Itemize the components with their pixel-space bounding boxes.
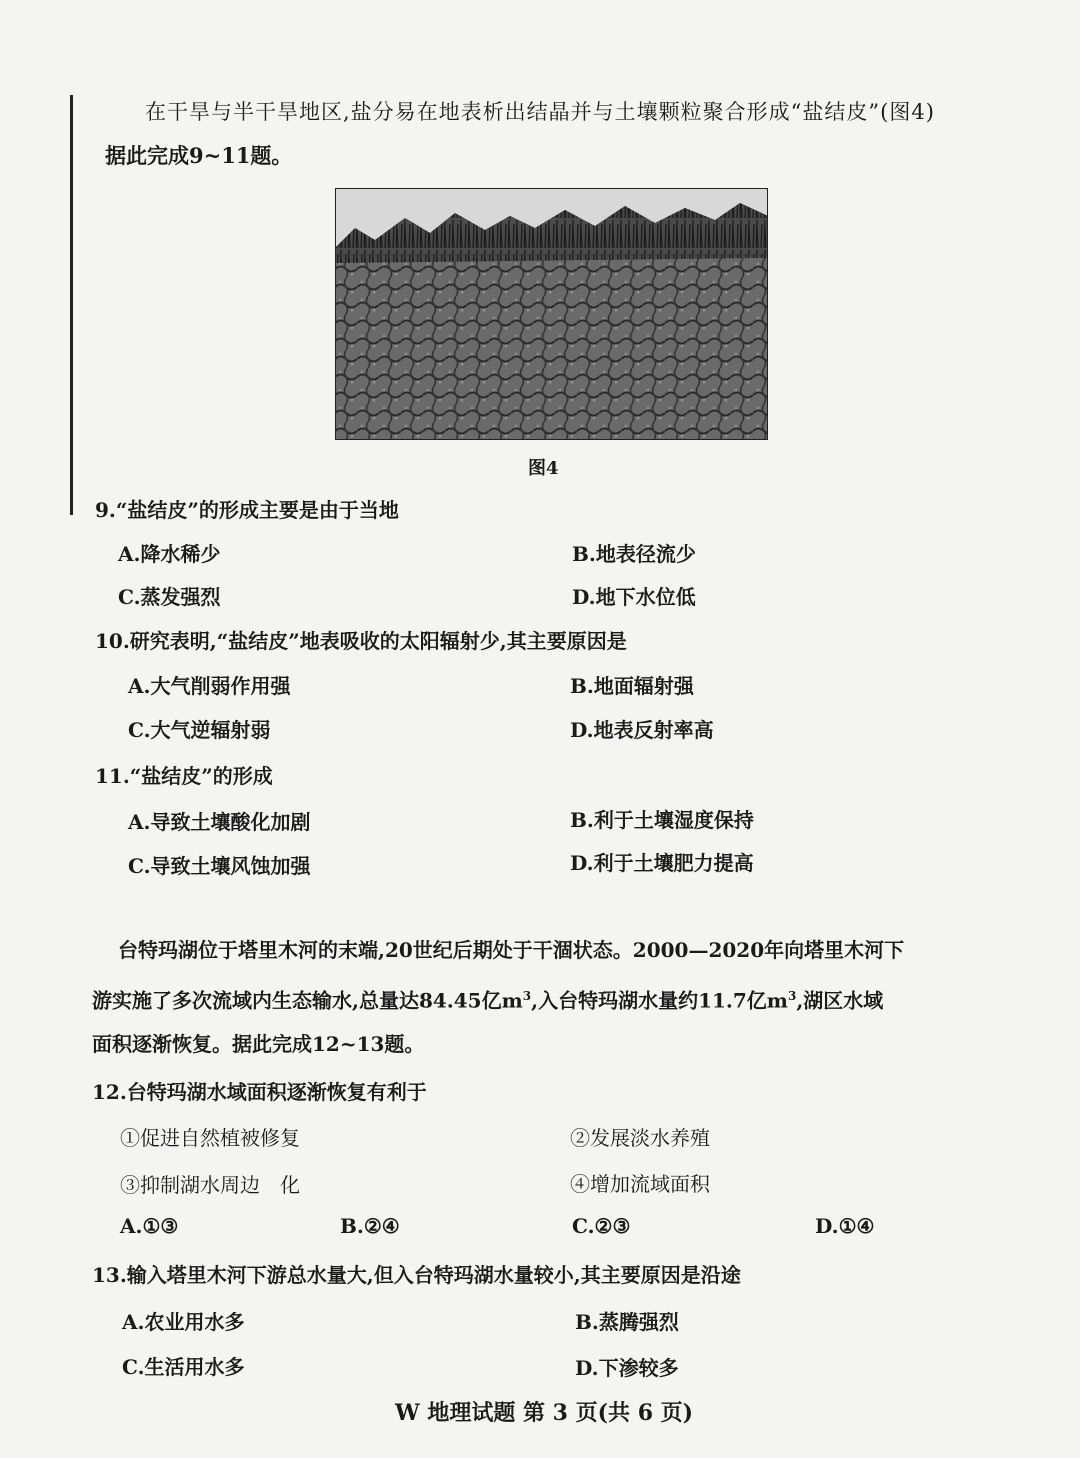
q10-option-b: B.地面辐射强 <box>570 674 694 698</box>
cubic-sup-1: 3 <box>522 989 532 1003</box>
q11-option-b: B.利于土壤湿度保持 <box>570 808 754 832</box>
q12-option-c: C.②③ <box>572 1214 631 1238</box>
intro2-line2-part2: ,入台特玛湖水量约11.7亿m <box>531 988 788 1013</box>
intro2-line2-part3: ,湖区水域 <box>796 988 884 1013</box>
margin-line <box>70 95 73 515</box>
q13-option-b: B.蒸腾强烈 <box>575 1310 679 1334</box>
q10-option-d: D.地表反射率高 <box>570 718 714 742</box>
intro1-line1: 在干旱与半干旱地区,盐分易在地表析出结晶并与土壤颗粒聚合形成“盐结皮”(图4) <box>145 100 935 124</box>
intro1-line2: 据此完成9~11题。 <box>105 143 293 168</box>
intro2-line3: 面积逐渐恢复。据此完成12~13题。 <box>92 1032 425 1056</box>
q13-option-d: D.下渗较多 <box>575 1356 679 1380</box>
q9-option-c: C.蒸发强烈 <box>118 585 221 609</box>
q10-option-c: C.大气逆辐射弱 <box>128 718 271 742</box>
q12-statement-2: ②发展淡水养殖 <box>570 1126 710 1150</box>
q10-option-a: A.大气削弱作用强 <box>128 674 291 698</box>
salt-crust-photo-svg <box>335 188 768 440</box>
q13-stem: 13.输入塔里木河下游总水量大,但入台特玛湖水量较小,其主要原因是沿途 <box>92 1263 741 1287</box>
q12-option-b: B.②④ <box>340 1214 400 1238</box>
q11-option-c: C.导致土壤风蚀加强 <box>128 854 311 878</box>
q9-option-b: B.地表径流少 <box>572 542 696 566</box>
salt-crust-photo <box>335 188 768 440</box>
q13-option-c: C.生活用水多 <box>122 1355 245 1379</box>
q9-option-a: A.降水稀少 <box>118 542 221 566</box>
cubic-sup-2: 3 <box>787 989 797 1003</box>
intro2-line2 <box>92 982 883 1015</box>
page-footer: W 地理试题 第 3 页(共 6 页) <box>395 1400 694 1426</box>
q12-stem: 12.台特玛湖水域面积逐渐恢复有利于 <box>92 1080 427 1104</box>
q13-option-a: A.农业用水多 <box>122 1310 245 1334</box>
q9-stem: 9.“盐结皮”的形成主要是由于当地 <box>95 498 399 522</box>
q12-option-d: D.①④ <box>815 1214 875 1238</box>
figure-caption: 图4 <box>528 458 559 479</box>
intro2-line1: 台特玛湖位于塔里木河的末端,20世纪后期处于干涸状态。2000—2020年向塔里木河下 <box>118 938 905 962</box>
q12-statement-4: ④增加流域面积 <box>570 1172 710 1196</box>
q9-option-d: D.地下水位低 <box>572 585 696 609</box>
q12-statement-1: ①促进自然植被修复 <box>120 1126 300 1150</box>
q11-option-a: A.导致土壤酸化加剧 <box>128 810 311 834</box>
q12-statement-3: ③抑制湖水周边 化 <box>120 1173 300 1197</box>
q11-option-d: D.利于土壤肥力提高 <box>570 851 754 875</box>
q12-option-a: A.①③ <box>120 1214 179 1238</box>
q10-stem: 10.研究表明,“盐结皮”地表吸收的太阳辐射少,其主要原因是 <box>95 629 627 653</box>
q11-stem: 11.“盐结皮”的形成 <box>95 764 273 788</box>
intro2-line2-part1: 游实施了多次流域内生态输水,总量达84.45亿m <box>92 988 523 1013</box>
